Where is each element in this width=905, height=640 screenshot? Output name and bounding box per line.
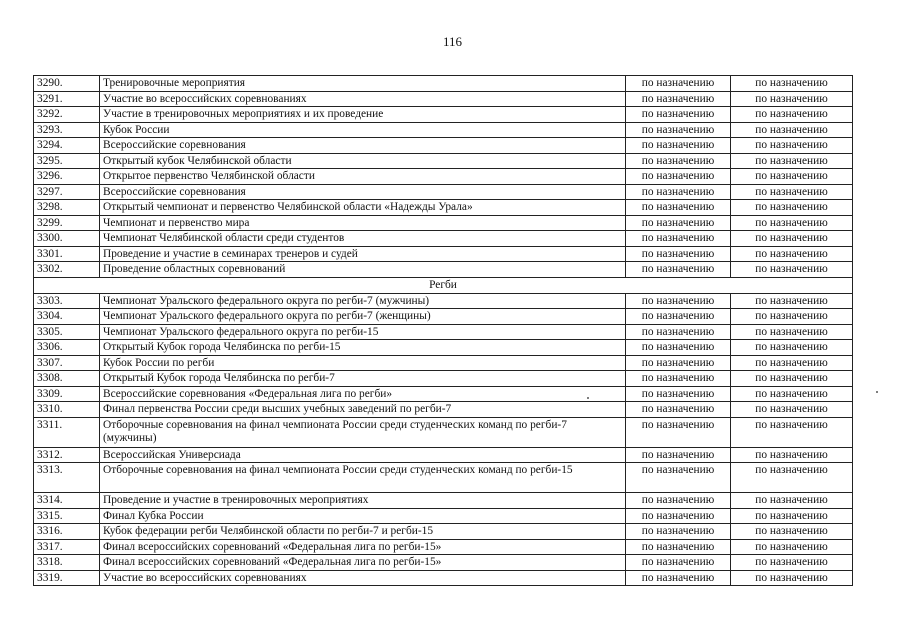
row-number-cell: 3297. xyxy=(34,184,100,200)
table-row xyxy=(34,447,853,463)
event-name-cell: Участие в тренировочных мероприятиях и их проведение xyxy=(100,107,626,123)
table-row xyxy=(34,324,853,340)
row-number-cell: 3310. xyxy=(34,402,100,418)
assignment-cell-2: по назначению xyxy=(731,231,853,247)
assignment-cell-1: по назначению xyxy=(626,371,731,387)
event-name-cell: Проведение и участие в семинарах тренеров и судей xyxy=(100,246,626,262)
assignment-cell-2: по назначению xyxy=(731,417,853,447)
assignment-cell-2: по назначению xyxy=(731,463,853,493)
table-row xyxy=(34,91,853,107)
row-number-cell: 3290. xyxy=(34,76,100,92)
assignment-cell-1: по назначению xyxy=(626,200,731,216)
assignment-cell-1: по назначению xyxy=(626,386,731,402)
table-row xyxy=(34,524,853,540)
event-name-cell: Чемпионат Уральского федерального округа по регби-7 (женщины) xyxy=(100,309,626,325)
event-name-cell: Участие во всероссийских соревнованиях xyxy=(100,91,626,107)
assignment-cell-2: по назначению xyxy=(731,107,853,123)
assignment-cell-1: по назначению xyxy=(626,76,731,92)
assignment-cell-2: по назначению xyxy=(731,153,853,169)
assignment-cell-1: по назначению xyxy=(626,246,731,262)
assignment-cell-1: по назначению xyxy=(626,463,731,493)
assignment-cell-1: по назначению xyxy=(626,184,731,200)
assignment-cell-2: по назначению xyxy=(731,355,853,371)
assignment-cell-1: по назначению xyxy=(626,231,731,247)
event-name-cell: Финал всероссийских соревнований «Федеральная лига по регби-15» xyxy=(100,539,626,555)
row-number-cell: 3305. xyxy=(34,324,100,340)
assignment-cell-1: по назначению xyxy=(626,293,731,309)
table-row xyxy=(34,555,853,571)
assignment-cell-1: по назначению xyxy=(626,524,731,540)
event-name-cell: Открытый Кубок города Челябинска по регби-15 xyxy=(100,340,626,356)
table-row xyxy=(34,508,853,524)
assignment-cell-1: по назначению xyxy=(626,215,731,231)
table-row xyxy=(34,262,853,278)
assignment-cell-2: по назначению xyxy=(731,91,853,107)
event-name-cell: Чемпионат и первенство мира xyxy=(100,215,626,231)
row-number-cell: 3299. xyxy=(34,215,100,231)
assignment-cell-2: по назначению xyxy=(731,524,853,540)
table-row xyxy=(34,293,853,309)
event-name-cell: Всероссийская Универсиада xyxy=(100,447,626,463)
row-number-cell: 3307. xyxy=(34,355,100,371)
section-row xyxy=(34,277,853,293)
table-row xyxy=(34,570,853,586)
row-number-cell: 3306. xyxy=(34,340,100,356)
row-number-cell: 3303. xyxy=(34,293,100,309)
assignment-cell-1: по назначению xyxy=(626,417,731,447)
assignment-cell-1: по назначению xyxy=(626,555,731,571)
assignment-cell-1: по назначению xyxy=(626,570,731,586)
table-row xyxy=(34,386,853,402)
event-name-cell: Кубок федерации регби Челябинской области по регби-7 и регби-15 xyxy=(100,524,626,540)
row-number-cell: 3313. xyxy=(34,463,100,493)
event-name-cell: Проведение и участие в тренировочных мероприятиях xyxy=(100,493,626,509)
assignment-cell-2: по назначению xyxy=(731,138,853,154)
assignment-cell-2: по назначению xyxy=(731,508,853,524)
assignment-cell-1: по назначению xyxy=(626,447,731,463)
assignment-cell-2: по назначению xyxy=(731,246,853,262)
row-number-cell: 3316. xyxy=(34,524,100,540)
table-row xyxy=(34,402,853,418)
row-number-cell: 3312. xyxy=(34,447,100,463)
table-row xyxy=(34,371,853,387)
row-number-cell: 3308. xyxy=(34,371,100,387)
event-name-cell: Отборочные соревнования на финал чемпионата России среди студенческих команд по регби-7 (мужчины) xyxy=(100,417,626,447)
row-number-cell: 3304. xyxy=(34,309,100,325)
assignment-cell-1: по назначению xyxy=(626,122,731,138)
row-number-cell: 3319. xyxy=(34,570,100,586)
event-name-cell: Кубок России по регби xyxy=(100,355,626,371)
assignment-cell-1: по назначению xyxy=(626,340,731,356)
event-name-cell: Финал Кубка России xyxy=(100,508,626,524)
table-row xyxy=(34,539,853,555)
event-name-cell: Тренировочные мероприятия xyxy=(100,76,626,92)
event-name-cell: Всероссийские соревнования «Федеральная лига по регби» xyxy=(100,386,626,402)
page-number: 116 xyxy=(442,34,463,49)
event-name-cell: Финал первенства России среди высших учебных заведений по регби-7 xyxy=(100,402,626,418)
assignment-cell-2: по назначению xyxy=(731,447,853,463)
table-row xyxy=(34,493,853,509)
event-name-cell: Участие во всероссийских соревнованиях xyxy=(100,570,626,586)
assignment-cell-2: по назначению xyxy=(731,386,853,402)
event-name-cell: Проведение областных соревнований xyxy=(100,262,626,278)
row-number-cell: 3309. xyxy=(34,386,100,402)
assignment-cell-1: по назначению xyxy=(626,508,731,524)
assignment-cell-2: по назначению xyxy=(731,76,853,92)
assignment-cell-2: по назначению xyxy=(731,371,853,387)
row-number-cell: 3311. xyxy=(34,417,100,447)
assignment-cell-1: по назначению xyxy=(626,262,731,278)
table-row xyxy=(34,246,853,262)
assignment-cell-2: по назначению xyxy=(731,200,853,216)
assignment-cell-2: по назначению xyxy=(731,493,853,509)
row-number-cell: 3298. xyxy=(34,200,100,216)
event-name-cell: Всероссийские соревнования xyxy=(100,138,626,154)
row-number-cell: 3291. xyxy=(34,91,100,107)
table-row xyxy=(34,215,853,231)
assignment-cell-1: по назначению xyxy=(626,493,731,509)
row-number-cell: 3302. xyxy=(34,262,100,278)
row-number-cell: 3301. xyxy=(34,246,100,262)
table-row xyxy=(34,355,853,371)
assignment-cell-1: по назначению xyxy=(626,91,731,107)
event-name-cell: Открытый чемпионат и первенство Челябинской области «Надежды Урала» xyxy=(100,200,626,216)
event-name-cell: Открытый кубок Челябинской области xyxy=(100,153,626,169)
assignment-cell-2: по назначению xyxy=(731,324,853,340)
row-number-cell: 3314. xyxy=(34,493,100,509)
table-row xyxy=(34,184,853,200)
event-name-cell: Отборочные соревнования на финал чемпионата России среди студенческих команд по регби-15 xyxy=(100,463,626,493)
event-name-cell: Кубок России xyxy=(100,122,626,138)
table-row xyxy=(34,76,853,92)
event-name-cell: Открытый Кубок города Челябинска по регби-7 xyxy=(100,371,626,387)
row-number-cell: 3296. xyxy=(34,169,100,185)
assignment-cell-1: по назначению xyxy=(626,539,731,555)
row-number-cell: 3300. xyxy=(34,231,100,247)
document-table xyxy=(33,75,853,586)
row-number-cell: 3317. xyxy=(34,539,100,555)
assignment-cell-1: по назначению xyxy=(626,355,731,371)
assignment-cell-1: по назначению xyxy=(626,138,731,154)
scan-speck xyxy=(587,397,589,399)
row-number-cell: 3294. xyxy=(34,138,100,154)
assignment-cell-2: по назначению xyxy=(731,402,853,418)
table-row xyxy=(34,153,853,169)
assignment-cell-1: по назначению xyxy=(626,107,731,123)
assignment-cell-2: по назначению xyxy=(731,122,853,138)
table-row xyxy=(34,107,853,123)
table-row xyxy=(34,340,853,356)
table-row xyxy=(34,122,853,138)
event-name-cell: Чемпионат Уральского федерального округа по регби-15 xyxy=(100,324,626,340)
row-number-cell: 3315. xyxy=(34,508,100,524)
table-row xyxy=(34,309,853,325)
table-row xyxy=(34,138,853,154)
event-name-cell: Чемпионат Уральского федерального округа по регби-7 (мужчины) xyxy=(100,293,626,309)
table-body xyxy=(34,76,853,586)
assignment-cell-2: по назначению xyxy=(731,570,853,586)
event-name-cell: Финал всероссийских соревнований «Федеральная лига по регби-15» xyxy=(100,555,626,571)
assignment-cell-1: по назначению xyxy=(626,309,731,325)
assignment-cell-1: по назначению xyxy=(626,153,731,169)
section-title: Регби xyxy=(34,277,853,293)
assignment-cell-1: по назначению xyxy=(626,402,731,418)
assignment-cell-1: по назначению xyxy=(626,169,731,185)
assignment-cell-2: по назначению xyxy=(731,262,853,278)
table-row xyxy=(34,417,853,447)
assignment-cell-2: по назначению xyxy=(731,555,853,571)
assignment-cell-2: по назначению xyxy=(731,539,853,555)
assignment-cell-1: по назначению xyxy=(626,324,731,340)
event-name-cell: Открытое первенство Челябинской области xyxy=(100,169,626,185)
row-number-cell: 3318. xyxy=(34,555,100,571)
event-name-cell: Всероссийские соревнования xyxy=(100,184,626,200)
assignment-cell-2: по назначению xyxy=(731,309,853,325)
event-name-cell: Чемпионат Челябинской области среди студентов xyxy=(100,231,626,247)
assignment-cell-2: по назначению xyxy=(731,184,853,200)
assignment-cell-2: по назначению xyxy=(731,215,853,231)
row-number-cell: 3295. xyxy=(34,153,100,169)
table-row xyxy=(34,169,853,185)
assignment-cell-2: по назначению xyxy=(731,169,853,185)
row-number-cell: 3293. xyxy=(34,122,100,138)
table-row xyxy=(34,463,853,493)
table-row xyxy=(34,200,853,216)
row-number-cell: 3292. xyxy=(34,107,100,123)
table-row xyxy=(34,231,853,247)
scan-speck xyxy=(876,391,878,393)
assignment-cell-2: по назначению xyxy=(731,293,853,309)
assignment-cell-2: по назначению xyxy=(731,340,853,356)
